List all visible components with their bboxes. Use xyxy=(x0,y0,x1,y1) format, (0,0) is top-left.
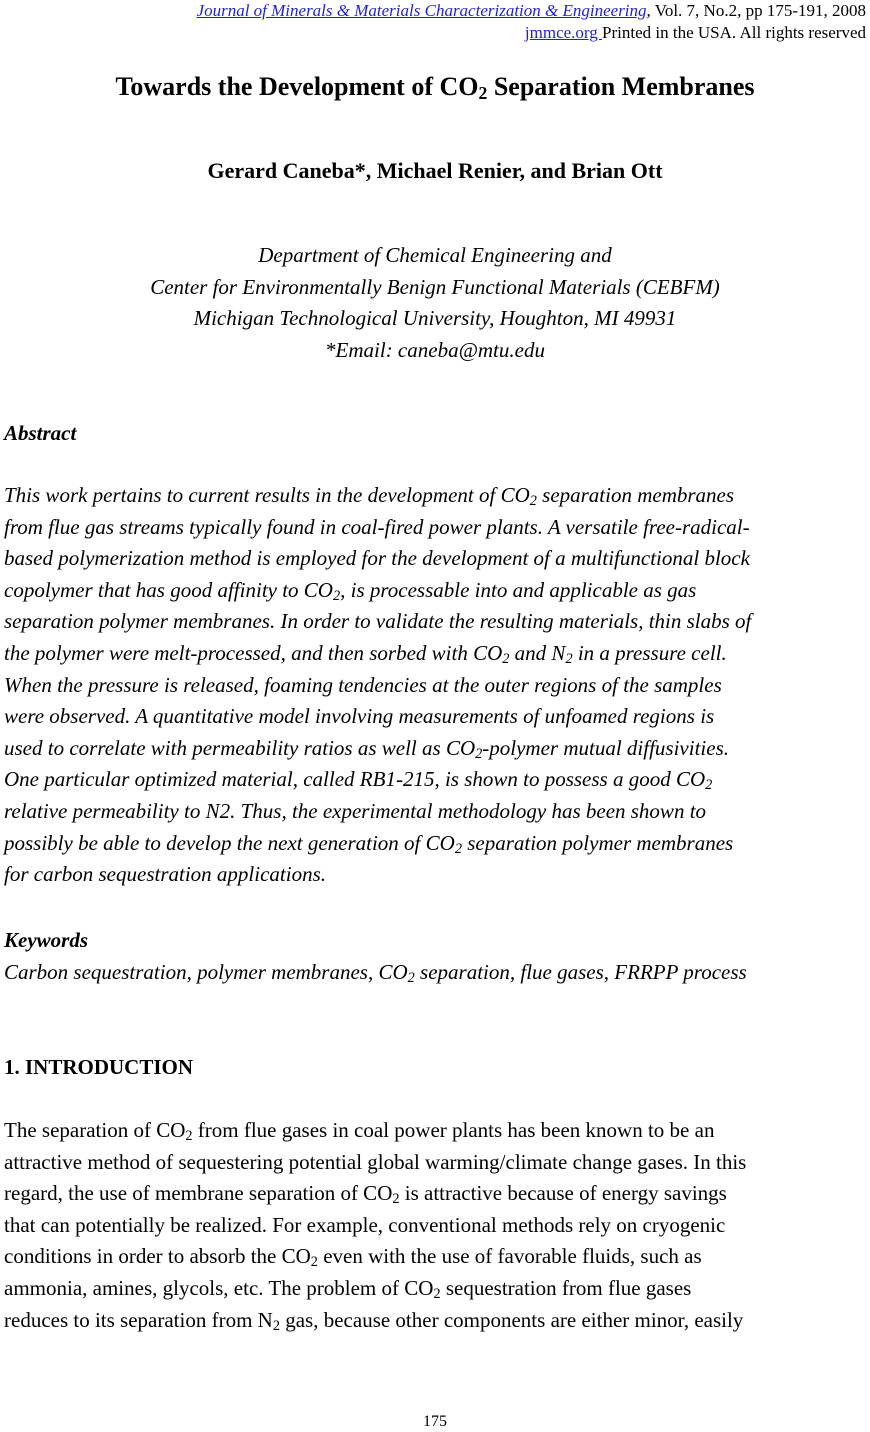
text-line xyxy=(4,1178,746,1210)
subscript: 2 xyxy=(407,970,415,987)
text-run: the polymer were melt-processed, and then sorbed with CO xyxy=(4,640,503,665)
subscript: 2 xyxy=(454,840,462,857)
text-run: , is processable into and applicable as gas xyxy=(340,577,697,602)
text-line xyxy=(4,575,751,607)
text-line xyxy=(4,638,751,670)
text-line xyxy=(4,957,747,989)
text-run: separation membranes xyxy=(536,483,735,507)
paper-title: Towards the Development of $CO_2$ Separation Membranes xyxy=(115,72,755,103)
text-run: relative permeability to N2. Thus, the experimental methodology has been shown to xyxy=(4,798,707,823)
contact-email: *Email: caneba@mtu.edu xyxy=(325,337,545,362)
abstract-body xyxy=(4,480,751,891)
affiliation-line: Department of Chemical Engineering and xyxy=(258,243,612,267)
text-line xyxy=(4,512,751,544)
text-line xyxy=(4,796,751,828)
text-run: This work pertains to current results in the development of CO xyxy=(4,483,530,507)
text-run: attractive method of sequestering potential global warming/climate change gases. In this xyxy=(4,1149,747,1174)
affiliation-line: Center for Environmentally Benign Functional Materials (CEBFM) xyxy=(150,274,720,299)
journal-header-line xyxy=(197,0,866,22)
subscript: 2 xyxy=(185,1128,193,1145)
volume-info: , Vol. 7, No.2, pp 175-191, 2008 xyxy=(646,1,866,20)
author-list: Gerard Caneba*, Michael Renier, and Brian Ott xyxy=(207,158,663,183)
text-line xyxy=(4,606,751,638)
text-run: were observed. A quantitative model involving measurements of unfoamed regions is xyxy=(4,704,715,729)
text-line xyxy=(4,543,751,575)
text-line xyxy=(4,1210,746,1242)
text-run: for carbon sequestration applications. xyxy=(4,862,326,887)
text-line xyxy=(4,828,751,860)
page-number: 175 xyxy=(423,1413,447,1430)
text-run: sequestration from flue gases xyxy=(440,1275,692,1300)
text-run: in a pressure cell. xyxy=(572,640,727,665)
text-line xyxy=(4,670,751,702)
subscript: 2 xyxy=(529,493,537,510)
text-run: conditions in order to absorb the CO xyxy=(4,1244,311,1269)
text-run: separation polymer membranes. In order to validate the resulting materials, thin slabs of xyxy=(4,609,752,634)
site-link[interactable]: jmmce.org xyxy=(524,23,603,42)
text-run: One particular optimized material, called RB1-215, is shown to possess a good CO xyxy=(4,767,706,792)
text-line xyxy=(4,764,751,796)
subscript: 2 xyxy=(565,651,573,668)
text-run: used to correlate with permeability ratios as well as CO xyxy=(4,735,476,760)
text-run: based polymerization method is employed for the development of a multifunctional block xyxy=(4,546,750,571)
keywords-body xyxy=(4,957,747,989)
text-line xyxy=(4,480,751,512)
text-run: is attractive because of energy savings xyxy=(399,1181,727,1206)
text-run: possibly be able to develop the next generation of CO xyxy=(4,830,455,855)
subscript: 2 xyxy=(310,1254,318,1271)
text-run: from flue gas streams typically found in coal-fired power plants. A versatile free-radical- xyxy=(4,514,750,539)
text-run: gas, because other components are either minor, easily xyxy=(279,1307,744,1332)
text-run: ammonia, amines, glycols, etc. The problem of CO xyxy=(4,1275,434,1300)
subscript: 2 xyxy=(433,1286,441,1303)
text-run: Carbon sequestration, polymer membranes, CO xyxy=(4,960,408,984)
subscript: 2 xyxy=(502,651,510,668)
text-run: that can potentially be realized. For example, conventional methods rely on cryogenic xyxy=(4,1212,726,1237)
text-run: separation polymer membranes xyxy=(461,830,734,855)
text-run: The separation of CO xyxy=(4,1118,186,1142)
text-line xyxy=(4,1305,746,1337)
text-line xyxy=(4,1115,746,1147)
text-line xyxy=(4,859,751,891)
text-run: When the pressure is released, foaming tendencies at the outer regions of the samples xyxy=(4,672,722,697)
subscript: 2 xyxy=(475,745,483,762)
subscript: 2 xyxy=(332,587,341,604)
introduction-body xyxy=(4,1115,746,1336)
affiliation-line: Michigan Technological University, Houghton, MI 49931 xyxy=(193,306,677,330)
rights-header-line xyxy=(525,22,866,44)
text-run: -polymer mutual diffusivities. xyxy=(482,735,729,760)
text-line xyxy=(4,1273,746,1305)
subscript: 2 xyxy=(272,1317,280,1334)
introduction-heading: 1. INTRODUCTION xyxy=(4,1055,194,1079)
text-run: from flue gases in coal power plants has been known to be an xyxy=(192,1118,715,1142)
text-run: copolymer that has good affinity to CO xyxy=(4,577,333,602)
text-line xyxy=(4,1241,746,1273)
subscript: 2 xyxy=(705,777,713,794)
abstract-heading: Abstract xyxy=(4,421,77,445)
text-line xyxy=(4,733,751,765)
text-run: separation, flue gases, FRRPP process xyxy=(414,960,747,984)
text-run: and N xyxy=(509,640,566,665)
rights-text: Printed in the USA. All rights reserved xyxy=(602,23,866,42)
affiliation-block xyxy=(0,240,870,366)
keywords-heading: Keywords xyxy=(4,928,88,952)
text-line xyxy=(4,1147,746,1179)
text-line xyxy=(4,701,751,733)
text-run: regard, the use of membrane separation of CO xyxy=(4,1181,393,1206)
subscript: 2 xyxy=(392,1191,400,1208)
text-run: reduces to its separation from N xyxy=(4,1307,273,1332)
text-run: even with the use of favorable fluids, such as xyxy=(317,1244,702,1269)
journal-name-link[interactable]: Journal of Minerals & Materials Characterization & Engineering xyxy=(196,1,647,20)
